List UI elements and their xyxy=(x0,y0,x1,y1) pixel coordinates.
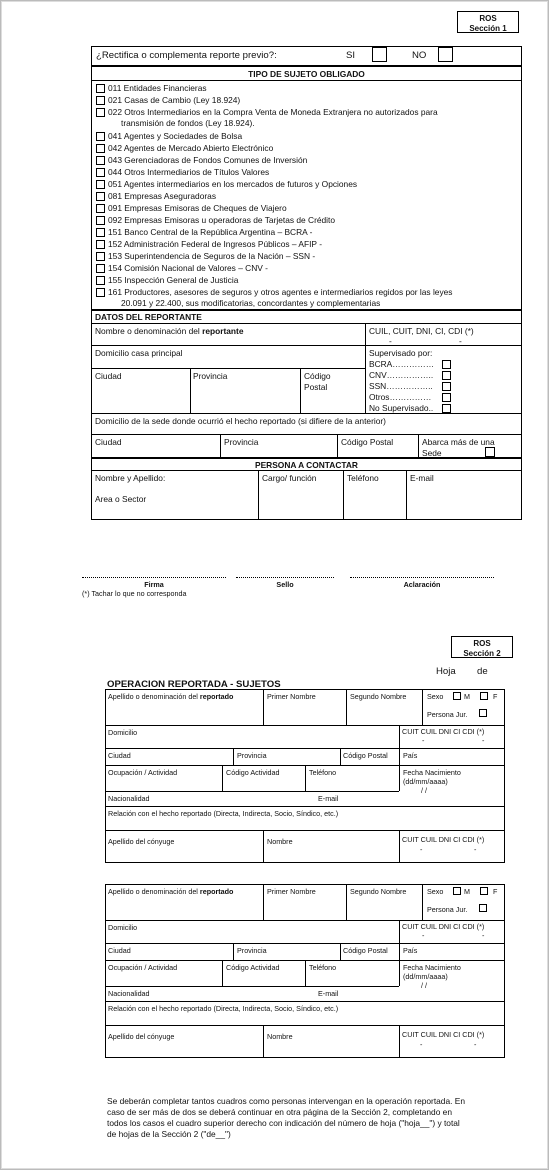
divider xyxy=(91,368,365,369)
persona-jur-checkbox[interactable] xyxy=(479,709,487,717)
divider xyxy=(399,920,400,943)
divider xyxy=(346,884,347,920)
tipo-checkbox[interactable] xyxy=(96,168,105,177)
divider xyxy=(399,943,400,960)
divider xyxy=(263,830,264,863)
tipo-item-label: 154 Comisión Nacional de Valores – CNV - xyxy=(108,263,268,273)
supervisado-checkbox[interactable] xyxy=(442,360,451,369)
divider xyxy=(220,434,221,458)
primer-nombre-label: Primer Nombre xyxy=(267,692,316,701)
sexo-label: Sexo xyxy=(427,692,444,701)
tipo-item-label: 151 Banco Central de la República Argentina – BCRA - xyxy=(108,227,313,237)
apellido-bold: reportado xyxy=(199,692,234,701)
footer-line: Se deberán completar tantos cuadros como personas intervengan en la operación reportada. En xyxy=(107,1096,466,1106)
divider xyxy=(418,434,419,458)
divider xyxy=(105,791,399,792)
divider xyxy=(263,884,264,920)
rectifica-si-label: SI xyxy=(346,50,356,61)
fecha-format-label: (dd/mm/aaaa) xyxy=(403,972,448,981)
postal-label: Postal xyxy=(304,382,328,392)
conyuge-label: Apellido del cónyuge xyxy=(108,1032,175,1041)
divider xyxy=(346,689,347,725)
divider xyxy=(105,748,505,749)
supervisado-checkbox[interactable] xyxy=(442,371,451,380)
tipo-item-label: 041 Agentes y Sociedades de Bolsa xyxy=(108,131,243,141)
divider xyxy=(91,470,522,471)
divider xyxy=(105,1001,505,1002)
divider xyxy=(399,960,400,986)
nombre-apellido-label: Nombre y Apellido: xyxy=(95,473,166,483)
conyuge-cuit-label: CUIT CUIL DNI CI CDI (*) xyxy=(402,1030,485,1039)
cuit-label: CUIT CUIL DNI CI CDI (*) xyxy=(402,922,485,931)
pais-label: País xyxy=(403,946,418,955)
footer-line: de hojas de la Sección 2 ("de__") xyxy=(107,1129,231,1139)
apellido-text: Apellido o denominación del xyxy=(108,692,200,701)
relacion-label: Relación con el hecho reportado (Directa, Indirecta, Socio, Síndico, etc.) xyxy=(108,809,339,818)
codigo-postal-label: Código Postal xyxy=(343,751,388,760)
rectifica-question: ¿Rectifica o complementa reporte previo?: xyxy=(96,50,277,61)
email-label: E-mail xyxy=(318,794,339,803)
sexo-f-label: F xyxy=(493,887,498,896)
divider xyxy=(105,1025,505,1026)
cuil-label: CUIL, CUIT, DNI, CI, CDI (*) xyxy=(369,326,474,336)
tipo-checkbox[interactable] xyxy=(96,156,105,165)
footer-line: todos los casos el cuadro superior derecho con indicación del número de hoja ("hoja__") y total xyxy=(107,1118,460,1128)
nombre-label: Nombre xyxy=(267,837,293,846)
supervisado-item-label: Otros…………… xyxy=(369,392,432,402)
nacionalidad-label: Nacionalidad xyxy=(108,794,150,803)
divider xyxy=(222,960,223,986)
codigo-actividad-label: Código Actividad xyxy=(226,768,280,777)
email-label: E-mail xyxy=(410,473,434,483)
ciudad-label: Ciudad xyxy=(108,751,131,760)
footer-line: caso de ser más de dos se deberá continuar en otra página de la Sección 2, completando en xyxy=(107,1107,452,1117)
tipo-item-label: 091 Empresas Emisoras de Cheques de Viajero xyxy=(108,203,287,213)
telefono-label: Teléfono xyxy=(309,768,337,777)
nombre-reportante-label xyxy=(95,326,244,336)
supervisado-checkbox[interactable] xyxy=(442,393,451,402)
ocupacion-label: Ocupación / Actividad xyxy=(108,768,178,777)
divider xyxy=(190,368,191,413)
cuil-dash: - xyxy=(459,336,462,346)
sello-label: Sello xyxy=(276,580,294,589)
tipo-item-label: 051 Agentes intermediarios en los mercados de futuros y Opciones xyxy=(108,179,358,189)
tipo-checkbox[interactable] xyxy=(96,240,105,249)
divider xyxy=(340,748,341,765)
apellido-bold: reportado xyxy=(199,887,234,896)
apellido-label xyxy=(108,887,233,896)
divider xyxy=(233,943,234,960)
divider xyxy=(399,830,400,863)
tipo-checkbox[interactable] xyxy=(96,108,105,117)
divider xyxy=(105,725,505,726)
divider xyxy=(258,470,259,520)
supervisado-item-label: SSN…………….. xyxy=(369,381,433,391)
conyuge-cuit-label: CUIT CUIL DNI CI CDI (*) xyxy=(402,835,485,844)
persona-jur-label: Persona Jur. xyxy=(427,905,468,914)
supervisado-item-label: No Supervisado.. xyxy=(369,403,434,413)
sexo-m-checkbox[interactable] xyxy=(453,887,461,895)
divider xyxy=(105,986,399,987)
nombre-reportante-bold: reportante xyxy=(202,326,244,336)
supervisado-item-label: CNV…………….. xyxy=(369,370,434,380)
aclaracion-line xyxy=(350,577,494,578)
tipo-checkbox[interactable] xyxy=(96,84,105,93)
tipo-checkbox[interactable] xyxy=(96,96,105,105)
divider xyxy=(300,368,301,413)
segundo-nombre-label: Segundo Nombre xyxy=(350,887,407,896)
tipo-checkbox[interactable] xyxy=(96,264,105,273)
telefono-label: Teléfono xyxy=(347,473,379,483)
divider xyxy=(365,323,366,345)
codigo-label: Código xyxy=(304,371,331,381)
ros-section-1-box xyxy=(457,11,519,33)
area-sector-label: Area o Sector xyxy=(95,494,147,504)
tipo-checkbox[interactable] xyxy=(96,132,105,141)
abarca-checkbox[interactable] xyxy=(485,447,495,457)
divider xyxy=(406,470,407,520)
sede-ciudad-label: Ciudad xyxy=(95,437,122,447)
datos-reportante-title: DATOS DEL REPORTANTE xyxy=(95,312,202,322)
rectifica-no-checkbox[interactable] xyxy=(438,47,453,62)
tipo-item-label: 092 Empresas Emisoras u operadoras de Tarjetas de Crédito xyxy=(108,215,336,225)
divider xyxy=(399,1025,400,1058)
fecha-separator: / / xyxy=(421,981,427,990)
tipo-checkbox[interactable] xyxy=(96,216,105,225)
nombre-reportante-text: Nombre o denominación del xyxy=(95,326,203,336)
tipo-item-label: 042 Agentes de Mercado Abierto Electrónico xyxy=(108,143,274,153)
operacion-title: OPERACION REPORTADA - SUJETOS xyxy=(107,679,281,690)
supervisado-checkbox[interactable] xyxy=(442,404,451,413)
cuit-dash: - xyxy=(422,931,425,940)
domicilio-label: Domicilio xyxy=(108,923,138,932)
sello-line xyxy=(236,577,334,578)
divider xyxy=(91,323,522,324)
fecha-nacimiento-label: Fecha Nacimiento xyxy=(403,963,461,972)
sexo-m-checkbox[interactable] xyxy=(453,692,461,700)
divider xyxy=(337,434,338,458)
cuit-dash: - xyxy=(482,736,485,745)
ocupacion-label: Ocupación / Actividad xyxy=(108,963,178,972)
domicilio-principal-label: Domicilio casa principal xyxy=(95,348,183,358)
tipo-checkbox[interactable] xyxy=(96,192,105,201)
divider xyxy=(233,748,234,765)
divider xyxy=(305,960,306,986)
cuit-dash: - xyxy=(482,931,485,940)
tipo-item-label: 152 Administración Federal de Ingresos Públicos – AFIP - xyxy=(108,239,322,249)
tipo-checkbox[interactable] xyxy=(96,288,105,297)
cuit-dash: - xyxy=(420,1040,423,1049)
divider xyxy=(105,943,505,944)
fecha-format-label: (dd/mm/aaaa) xyxy=(403,777,448,786)
tipo-checkbox[interactable] xyxy=(96,252,105,261)
tipo-item-label: 20.091 y 22.400, sus modificatorias, concordantes y complementarias xyxy=(121,298,381,308)
divider xyxy=(105,830,505,831)
tipo-checkbox[interactable] xyxy=(96,144,105,153)
tipo-item-label: 022 Otros Intermediarios en la Compra Venta de Moneda Extranjera no autorizados para xyxy=(108,107,438,117)
sede-codigo-postal-label: Código Postal xyxy=(341,437,394,447)
nombre-label: Nombre xyxy=(267,1032,293,1041)
provincia-label: Provincia xyxy=(193,371,228,381)
relacion-label: Relación con el hecho reportado (Directa, Indirecta, Socio, Síndico, etc.) xyxy=(108,1004,339,1013)
divider xyxy=(422,884,423,920)
conyuge-label: Apellido del cónyuge xyxy=(108,837,175,846)
cuit-dash: - xyxy=(420,845,423,854)
apellido-label xyxy=(108,692,233,701)
email-label: E-mail xyxy=(318,989,339,998)
cuit-label: CUIT CUIL DNI CI CDI (*) xyxy=(402,727,485,736)
divider xyxy=(422,689,423,725)
provincia-label: Provincia xyxy=(237,751,267,760)
pais-label: País xyxy=(403,751,418,760)
fecha-separator: / / xyxy=(421,786,427,795)
ros-section-2-box xyxy=(451,636,513,658)
aclaracion-label: Aclaración xyxy=(403,580,441,589)
divider xyxy=(105,920,505,921)
firma-line xyxy=(82,577,226,578)
apellido-text: Apellido o denominación del xyxy=(108,887,200,896)
ciudad-label: Ciudad xyxy=(95,371,122,381)
cuit-dash: - xyxy=(422,736,425,745)
persona-jur-label: Persona Jur. xyxy=(427,710,468,719)
rectifica-si-checkbox[interactable] xyxy=(372,47,387,62)
codigo-postal-label: Código Postal xyxy=(343,946,388,955)
persona-jur-checkbox[interactable] xyxy=(479,904,487,912)
tipo-item-label: 043 Gerenciadoras de Fondos Comunes de Inversión xyxy=(108,155,308,165)
cuit-dash: - xyxy=(474,1040,477,1049)
divider xyxy=(399,725,400,748)
cuil-dash: - xyxy=(389,336,392,346)
sexo-m-label: M xyxy=(464,692,470,701)
divider xyxy=(340,943,341,960)
sede-provincia-label: Provincia xyxy=(224,437,259,447)
divider xyxy=(399,748,400,765)
tipo-item-label: 021 Casas de Cambio (Ley 18.924) xyxy=(108,95,241,105)
tipo-checkbox[interactable] xyxy=(96,180,105,189)
divider xyxy=(343,470,344,520)
tipo-item-label: 161 Productores, asesores de seguros y otros agentes e intermediarios regidos por las leyes xyxy=(108,287,453,297)
divider xyxy=(263,689,264,725)
tipo-item-label: 155 Inspección General de Justicia xyxy=(108,275,239,285)
cargo-label: Cargo/ función xyxy=(262,473,317,483)
primer-nombre-label: Primer Nombre xyxy=(267,887,316,896)
tipo-item-label: transmisión de fondos (Ley 18.924). xyxy=(121,118,255,128)
tipo-checkbox[interactable] xyxy=(96,276,105,285)
de-label: de xyxy=(477,666,488,677)
tipo-item-label: 081 Empresas Aseguradoras xyxy=(108,191,217,201)
fecha-nacimiento-label: Fecha Nacimiento xyxy=(403,768,461,777)
divider xyxy=(91,434,522,435)
supervisado-item-label: BCRA…………… xyxy=(369,359,435,369)
cuit-dash: - xyxy=(474,845,477,854)
divider xyxy=(365,345,366,413)
tipo-item-label: 044 Otros Intermediarios de Títulos Valores xyxy=(108,167,270,177)
tachar-note: (*) Tachar lo que no corresponda xyxy=(82,589,187,598)
divider xyxy=(91,345,522,346)
divider xyxy=(305,765,306,791)
hoja-label: Hoja xyxy=(436,666,456,677)
divider xyxy=(105,806,505,807)
segundo-nombre-label: Segundo Nombre xyxy=(350,692,407,701)
nacionalidad-label: Nacionalidad xyxy=(108,989,150,998)
ros-label: ROS xyxy=(473,639,491,648)
persona-contactar-title: PERSONA A CONTACTAR xyxy=(255,460,358,470)
provincia-label: Provincia xyxy=(237,946,267,955)
divider xyxy=(91,413,522,414)
domicilio-sede-label: Domicilio de la sede donde ocurrió el hecho reportado (si difiere de la anterior) xyxy=(95,416,386,426)
sexo-f-checkbox[interactable] xyxy=(480,692,488,700)
divider xyxy=(263,1025,264,1058)
supervisado-label: Supervisado por: xyxy=(369,348,433,358)
abarca-label: Abarca más de una xyxy=(422,437,495,447)
tipo-item-label: 153 Superintendencia de Seguros de la Nación – SSN - xyxy=(108,251,316,261)
tipo-sujeto-title: TIPO DE SUJETO OBLIGADO xyxy=(248,69,365,79)
tipo-checkbox[interactable] xyxy=(96,204,105,213)
ros-label: ROS xyxy=(479,14,497,23)
sexo-m-label: M xyxy=(464,887,470,896)
sede-label: Sede xyxy=(422,448,442,458)
sexo-f-checkbox[interactable] xyxy=(480,887,488,895)
telefono-label: Teléfono xyxy=(309,963,337,972)
tipo-checkbox[interactable] xyxy=(96,228,105,237)
divider xyxy=(399,765,400,791)
sexo-label: Sexo xyxy=(427,887,444,896)
rectifica-no-label: NO xyxy=(412,50,427,61)
section-label: Sección 1 xyxy=(469,24,507,33)
tipo-item-label: 011 Entidades Financieras xyxy=(108,83,207,93)
firma-label: Firma xyxy=(144,580,164,589)
supervisado-checkbox[interactable] xyxy=(442,382,451,391)
domicilio-label: Domicilio xyxy=(108,728,138,737)
ciudad-label: Ciudad xyxy=(108,946,131,955)
divider xyxy=(222,765,223,791)
codigo-actividad-label: Código Actividad xyxy=(226,963,280,972)
tipo-title-divider xyxy=(91,80,522,81)
section-label: Sección 2 xyxy=(463,649,501,658)
sexo-f-label: F xyxy=(493,692,498,701)
